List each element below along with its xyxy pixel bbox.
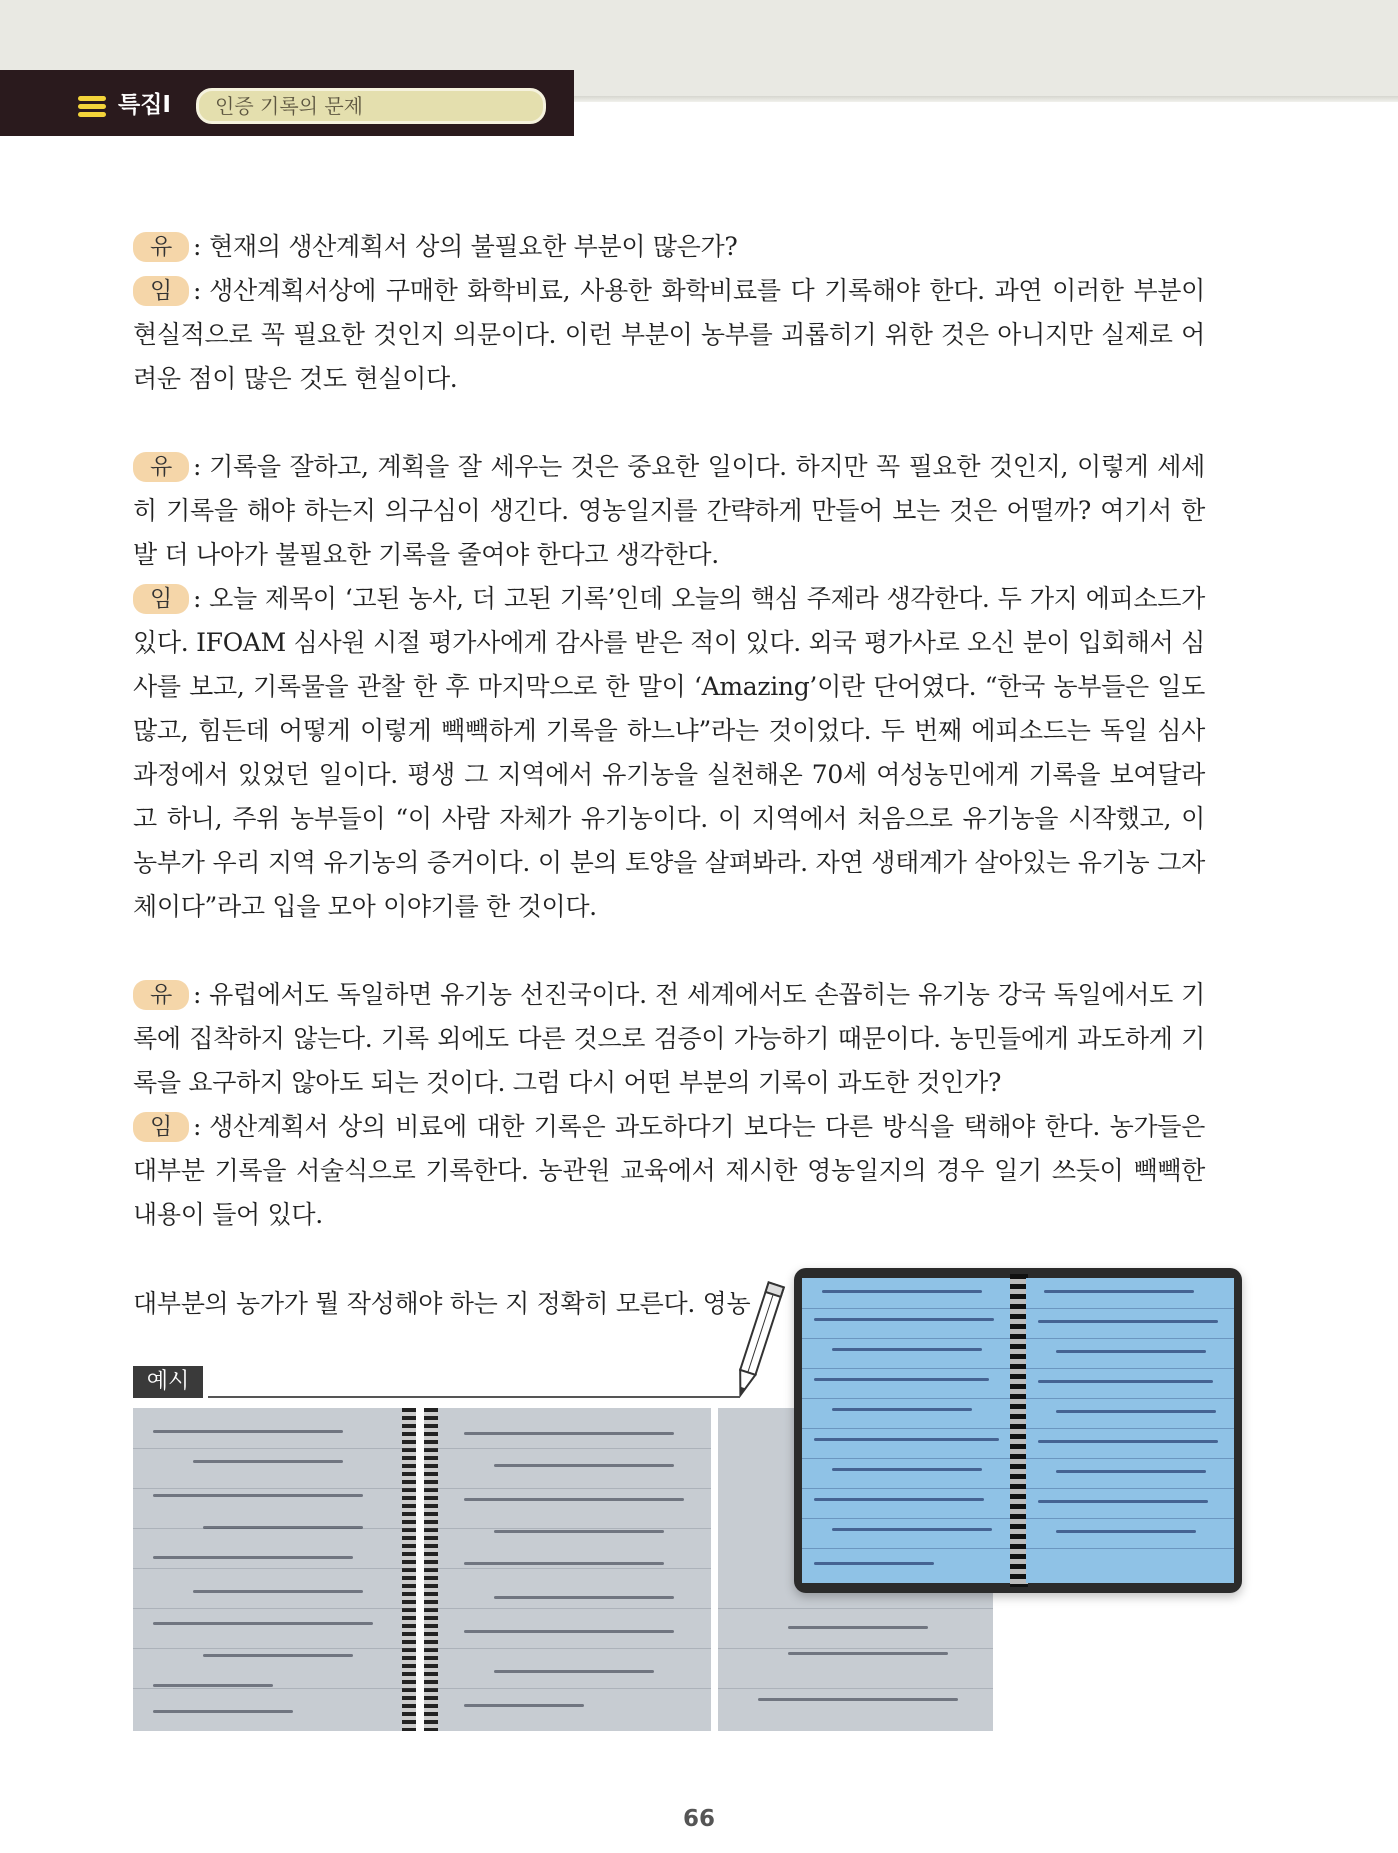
dialogue-text: 생산계획서상에 구매한 화학비료, 사용한 화학비료를 다 기록해야 한다. 과연 이러한 부분이 현실적으로 꼭 필요한 것인지 의문이다. 이런 부분이 농부를 괴롭히기 위한 것은 아니지만 실제로 어려운 점이 많은 것도 현실이다. <box>133 276 1205 393</box>
dialogue-entry: 임 : 오늘 제목이 ‘고된 농사, 더 고된 기록’인데 오늘의 핵심 주제라 생각한다. 두 가지 에피소드가 있다. IFOAM 심사원 시절 평가사에게 감사를 받은 적이 있다. 외국 평가사로 오신 분이 입회해서 심사를 보고, 기록물을 관찰 한 후 마지막으로 한 말이 ‘Amazing’이란 단어였다. “한국 농부들은 일도 많고, 힘든데 어떻게 이렇게 빽빽하게 기록을 하느냐”라는 것이었다. 두 번째 에피소드는 독일 심사과정에서 있었던 일이다. 평생 그 지역에서 유기농을 실천해온 70세 여성농민에게 기록을 보여달라고 하니, 주위 농부들이 “이 사람 자체가 유기농이다. 이 지역에서 처음으로 유기농을 시작했고, 이 농부가 우리 지역 유기농의 증거이다. 이 분의 토양을 살펴봐라. 자연 생태계가 살아있는 유기농 그자체이다”라고 입을 모아 이야기를 한 것이다. <box>133 584 1205 921</box>
speaker-tag: 임 <box>133 276 189 306</box>
dialogue-entry: 임 : 생산계획서상에 구매한 화학비료, 사용한 화학비료를 다 기록해야 한다. 과연 이러한 부분이 현실적으로 꼭 필요한 것인지 의문이다. 이런 부분이 농부를 괴롭히기 위한 것은 아니지만 실제로 어려운 점이 많은 것도 현실이다. <box>133 276 1205 393</box>
speaker-tag: 유 <box>133 452 189 482</box>
example-label: 예시 <box>133 1366 203 1398</box>
speaker-tag: 유 <box>133 980 189 1010</box>
pencil-icon <box>728 1276 788 1406</box>
dialogue-entry: 유 : 현재의 생산계획서 상의 불필요한 부분이 많은가? <box>133 225 1205 269</box>
topic-pill: 인증 기록의 문제 <box>196 88 546 124</box>
speaker-tag: 임 <box>133 1112 189 1142</box>
dialogue-text: 유럽에서도 독일하면 유기농 선진국이다. 전 세계에서도 손꼽히는 유기농 강국 독일에서도 기록에 집착하지 않는다. 기록 외에도 다른 것으로 검증이 가능하기 때문이다. 농민들에게 과도하게 기록을 요구하지 않아도 되는 것이다. 그럼 다시 어떤 부분의 기록이 과도한 것인가? <box>133 980 1205 1097</box>
speaker-tag: 유 <box>133 232 189 262</box>
example-divider <box>208 1396 740 1398</box>
dialogue-entry: 임 : 생산계획서 상의 비료에 대한 기록은 과도하다기 보다는 다른 방식을 택해야 한다. 농가들은 대부분 기록을 서술식으로 기록한다. 농관원 교육에서 제시한 영농일지의 경우 일기 쓰듯이 빽빽한 내용이 들어 있다. <box>133 1112 1205 1229</box>
dialogue-text: 생산계획서 상의 비료에 대한 기록은 과도하다기 보다는 다른 방식을 택해야 한다. 농가들은 대부분 기록을 서술식으로 기록한다. 농관원 교육에서 제시한 영농일지의 경우 일기 쓰듯이 빽빽한 내용이 들어 있다. <box>133 1112 1205 1229</box>
top-band-shadow <box>574 96 1398 102</box>
notebook-photo <box>794 1268 1242 1593</box>
menu-icon <box>78 96 106 116</box>
dialogue-entry: 유 : 유럽에서도 독일하면 유기농 선진국이다. 전 세계에서도 손꼽히는 유기농 강국 독일에서도 기록에 집착하지 않는다. 기록 외에도 다른 것으로 검증이 가능하기 때문이다. 농민들에게 과도하게 기록을 요구하지 않아도 되는 것이다. 그럼 다시 어떤 부분의 기록이 과도한 것인가? <box>133 980 1205 1097</box>
interview-body <box>133 225 1205 1237</box>
dialogue-entry: 유 : 기록을 잘하고, 계획을 잘 세우는 것은 중요한 일이다. 하지만 꼭 필요한 것인지, 이렇게 세세히 기록을 해야 하는지 의구심이 생긴다. 영농일지를 간략하게 만들어 보는 것은 어떨까? 여기서 한 발 더 나아가 불필요한 기록을 줄여야 한다고 생각한다. <box>133 452 1205 569</box>
tail-text: 대부분의 농가가 뭘 작성해야 하는 지 정확히 모른다. 영농 <box>133 1289 751 1318</box>
section-label: 특집Ⅰ <box>118 92 171 118</box>
dialogue-text: 기록을 잘하고, 계획을 잘 세우는 것은 중요한 일이다. 하지만 꼭 필요한 것인지, 이렇게 세세히 기록을 해야 하는지 의구심이 생긴다. 영농일지를 간략하게 만들어 보는 것은 어떨까? 여기서 한 발 더 나아가 불필요한 기록을 줄여야 한다고 생각한다. <box>133 452 1205 569</box>
page-number: 66 <box>682 1806 715 1832</box>
farm-log-photo-1 <box>133 1408 416 1731</box>
farm-log-photo-2 <box>424 1408 711 1731</box>
speaker-tag: 임 <box>133 584 189 614</box>
dialogue-text: 오늘 제목이 ‘고된 농사, 더 고된 기록’인데 오늘의 핵심 주제라 생각한다. 두 가지 에피소드가 있다. IFOAM 심사원 시절 평가사에게 감사를 받은 적이 있다. 외국 평가사로 오신 분이 입회해서 심사를 보고, 기록물을 관찰 한 후 마지막으로 한 말이 ‘Amazing’이란 단어였다. “한국 농부들은 일도 많고, 힘든데 어떻게 이렇게 빽빽하게 기록을 하느냐”라는 것이었다. 두 번째 에피소드는 독일 심사과정에서 있었던 일이다. 평생 그 지역에서 유기농을 실천해온 70세 여성농민에게 기록을 보여달라고 하니, 주위 농부들이 “이 사람 자체가 유기농이다. 이 지역에서 처음으로 유기농을 시작했고, 이 농부가 우리 지역 유기농의 증거이다. 이 분의 토양을 살펴봐라. 자연 생태계가 살아있는 유기농 그자체이다”라고 입을 모아 이야기를 한 것이다. <box>133 584 1205 921</box>
dialogue-text: 현재의 생산계획서 상의 불필요한 부분이 많은가? <box>209 232 738 261</box>
